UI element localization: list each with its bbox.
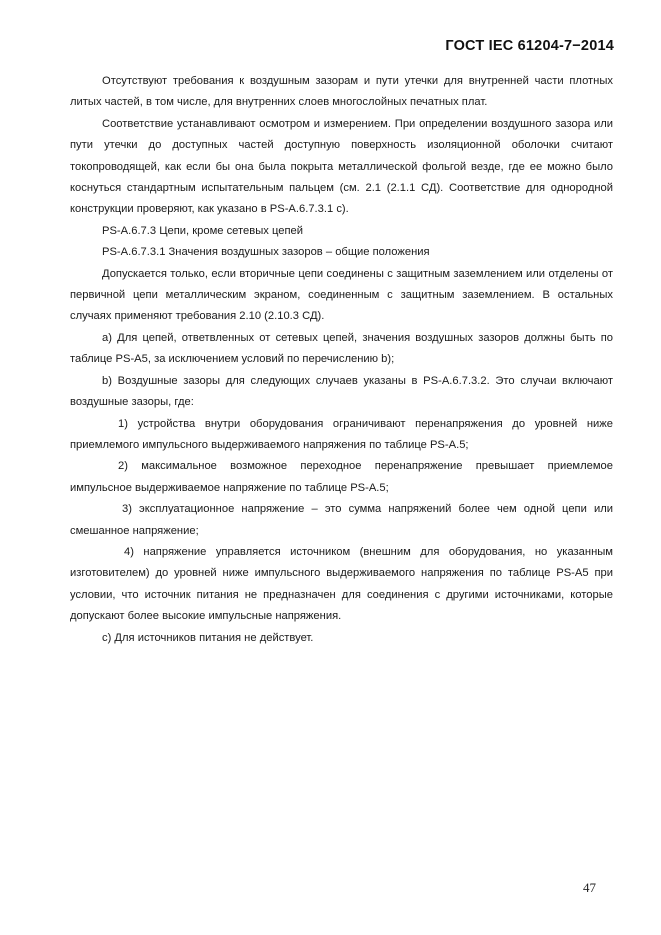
paragraph-secondary-circuits: Допускается только, если вторичные цепи соединены с защитным заземлением или отделены от первичной цепи металлическим экраном, соединенным с защитным заземлением. В остальных случаях применяют требования 2.10 (2.10.3 СД).: [70, 267, 613, 323]
document-header-title: ГОСТ IEC 61204-7−2014: [445, 38, 614, 54]
list-item-b: b) Воздушные зазоры для следующих случаев указаны в PS-A.6.7.3.2. Это случаи включают воздушные зазоры, где:: [70, 374, 613, 409]
list-subitem-1: 1) устройства внутри оборудования ограничивают перенапряжения до уровней ниже приемлемого импульсного выдерживаемого напряжения по таблице PS-A.5;: [70, 417, 613, 451]
list-subitem-3: 3) эксплуатационное напряжение – это сумма напряжений более чем одной цепи или смешанное напряжение;: [70, 503, 613, 537]
list-item-a: a) Для цепей, ответвленных от сетевых цепей, значения воздушных зазоров должны быть по таблице PS-A5, за исключением условий по перечислению b);: [70, 331, 613, 366]
document-body: [70, 71, 613, 649]
list-subitem-4: 4) напряжение управляется источником (внешним для оборудования, но указанным изготовителем) до уровней ниже импульсного выдерживаемого напряжения по таблице PS-A5 при условии, что источник питания не предназначен для соединения с другими источниками, которые допускают более высокие импульсные напряжения.: [70, 545, 613, 623]
page-number: 47: [583, 880, 596, 895]
paragraph-molded-parts: Отсутствуют требования к воздушным зазорам и пути утечки для внутренней части плотных литых частей, в том числе, для внутренних слоев многослойных печатных плат.: [70, 75, 613, 109]
list-item-c: c) Для источников питания не действует.: [102, 631, 314, 644]
section-heading-circuits: PS-A.6.7.3 Цепи, кроме сетевых цепей: [102, 224, 303, 237]
list-subitem-2: 2) максимальное возможное переходное перенапряжение превышает приемлемое импульсное выдерживаемое напряжение по таблице PS-A.5;: [70, 460, 613, 494]
paragraph-compliance-inspection: Соответствие устанавливают осмотром и измерением. При определении воздушного зазора или пути утечки до доступных частей доступную поверхность изоляционной оболочки считают токопроводящей, как если бы она была покрыта металлической фольгой везде, где ее можно было коснуться стандартным испытательным пальцем (см. 2.1 (2.1.1 СД). Соответствие для однородной конструкции проверяют, как указано в PS-A.6.7.3.1 c).: [70, 117, 613, 216]
section-heading-clearances-general: PS-A.6.7.3.1 Значения воздушных зазоров – общие положения: [102, 246, 430, 259]
